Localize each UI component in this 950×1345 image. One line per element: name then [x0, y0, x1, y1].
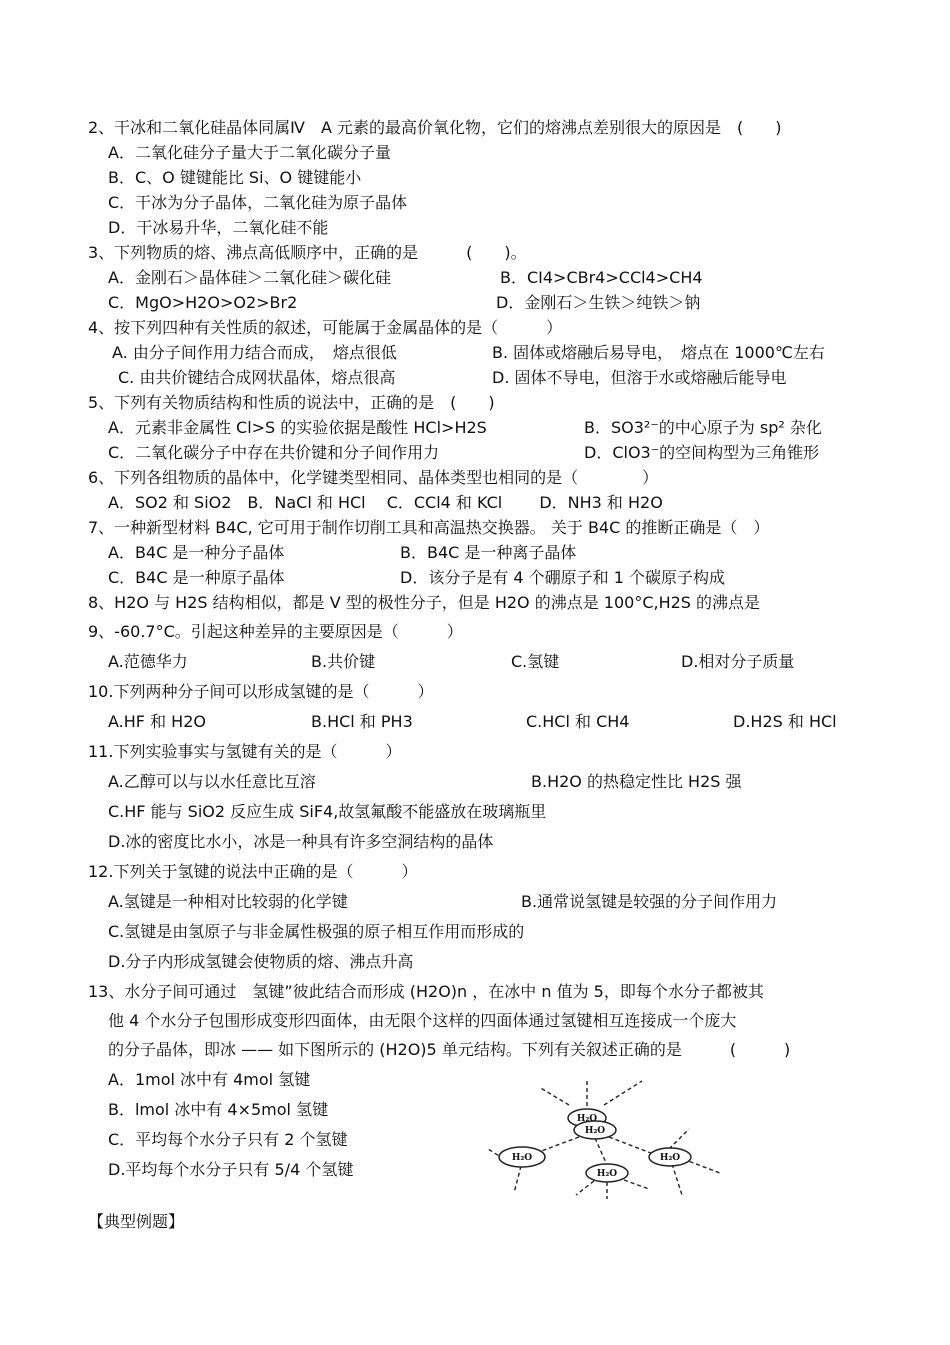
molecule-label: H₂O — [596, 1169, 618, 1179]
text-line: A．元素非金属性 Cl>S 的实验依据是酸性 HCl>H2S — [108, 418, 487, 437]
text-line: 11.下列实验事实与氢键有关的是（ ） — [88, 742, 402, 761]
text-line: 4、按下列四种有关性质的叙述，可能属于金属晶体的是（ ） — [88, 318, 563, 337]
text-line: 13、水分子间可通过 氢键”彼此结合而形成 (H2O)n ，在冰中 n 值为 5，即每个水分子都被其 — [88, 982, 764, 1001]
text-line: 10.下列两种分子间可以形成氢键的是（ ） — [88, 682, 434, 701]
text-line: A.范德华力 — [108, 652, 188, 671]
ice-structure-diagram — [484, 1075, 720, 1199]
text-line: A. 由分子间作用力结合而成， 熔点很低 — [112, 343, 397, 362]
molecule-label: H₂O — [584, 1126, 606, 1136]
text-line: B．CI4>CBr4>CCl4>CH4 — [500, 268, 703, 287]
text-line: A．1mol 冰中有 4mol 氢键 — [108, 1070, 311, 1089]
text-line: 的分子晶体，即冰 —— 如下图所示的 (H2O)5 单元结构。下列有关叙述正确的是 ( ) — [108, 1040, 791, 1059]
text-line: 7、一种新型材料 B4C, 它可用于制作切削工具和高温热交换器。 关于 B4C 的推断正确是（ ） — [88, 518, 770, 537]
text-line: A.HF 和 H2O — [108, 712, 206, 731]
molecule-label: H₂O — [659, 1153, 681, 1163]
text-line: C．平均每个水分子只有 2 个氢键 — [108, 1130, 348, 1149]
text-line: 2、干冰和二氧化硅晶体同属Ⅳ A 元素的最高价氧化物，它们的熔沸点差别很大的原因是 ( ) — [88, 118, 782, 137]
text-line: B．lmol 冰中有 4×5mol 氢键 — [108, 1100, 329, 1119]
text-line: C．干冰为分子晶体，二氧化硅为原子晶体 — [108, 193, 408, 212]
text-line: B.HCl 和 PH3 — [311, 712, 413, 731]
text-line: A．SO2 和 SiO2 B．NaCl 和 HCl C．CCl4 和 KCl D．NH3 和 H2O — [108, 493, 663, 512]
text-line: D．干冰易升华，二氧化硅不能 — [108, 218, 329, 237]
text-line: B.H2O 的热稳定性比 H2S 强 — [531, 772, 742, 791]
text-line: C．MgO>H2O>O2>Br2 — [108, 293, 298, 312]
text-line: B.共价键 — [311, 652, 376, 671]
text-line: C.氢键 — [511, 652, 560, 671]
text-line: C．B4C 是一种原子晶体 — [108, 568, 285, 587]
text-line: 12.下列关于氢键的说法中正确的是（ ） — [88, 862, 418, 881]
text-line: B．B4C 是一种离子晶体 — [400, 543, 577, 562]
text-line: 8、H2O 与 H2S 结构相似，都是 V 型的极性分子，但是 H2O 的沸点是 100°C,H2S 的沸点是 — [88, 593, 761, 612]
text-line: 9、-60.7°C。引起这种差异的主要原因是（ ） — [88, 622, 463, 641]
text-line: 他 4 个水分子包围形成变形四面体，由无限个这样的四面体通过氢键相互连接成一个庞大 — [108, 1011, 737, 1030]
text-line: B. 固体或熔融后易导电， 熔点在 1000℃左右 — [492, 343, 825, 362]
text-line: D.分子内形成氢键会使物质的熔、沸点升高 — [108, 952, 414, 971]
text-line: A．B4C 是一种分子晶体 — [108, 543, 285, 562]
text-line: D. 固体不导电，但溶于水或熔融后能导电 — [492, 368, 787, 387]
text-line: D．金刚石＞生铁＞纯铁＞钠 — [496, 293, 701, 312]
molecule-label: H₂O — [576, 1114, 598, 1124]
text-line: C.HCl 和 CH4 — [526, 712, 630, 731]
text-line: 【典型例题】 — [88, 1212, 185, 1231]
text-line: 3、下列物质的熔、沸点高低顺序中，正确的是 ( )。 — [88, 243, 527, 262]
text-line: D.冰的密度比水小，冰是一种具有许多空洞结构的晶体 — [108, 832, 494, 851]
text-line: A.乙醇可以与以水任意比互溶 — [108, 772, 316, 791]
text-line: A.氢键是一种相对比较弱的化学键 — [108, 892, 348, 911]
text-line: C.HF 能与 SiO2 反应生成 SiF4,故氢氟酸不能盛放在玻璃瓶里 — [108, 802, 547, 821]
text-line: D.平均每个水分子只有 5/4 个氢键 — [108, 1160, 354, 1179]
text-line: D．该分子是有 4 个硼原子和 1 个碳原子构成 — [400, 568, 726, 587]
text-line: C.氢键是由氢原子与非金属性极强的原子相互作用而形成的 — [108, 922, 525, 941]
text-line: A．金刚石＞晶体硅＞二氧化硅＞碳化硅 — [108, 268, 391, 287]
text-line: A．二氧化硅分子量大于二氧化碳分子量 — [108, 143, 391, 162]
text-line: D．ClO3⁻的空间构型为三角锥形 — [584, 443, 820, 462]
text-line: 6、下列各组物质的晶体中，化学键类型相同、晶体类型也相同的是（ ） — [88, 468, 659, 487]
text-line: 5、下列有关物质结构和性质的说法中，正确的是 ( ) — [88, 393, 495, 412]
text-line: D.相对分子质量 — [681, 652, 795, 671]
text-line: C. 由共价键结合成网状晶体，熔点很高 — [118, 368, 396, 387]
text-line: C．二氧化碳分子中存在共价键和分子间作用力 — [108, 443, 440, 462]
molecule-label: H₂O — [511, 1153, 533, 1163]
text-line: B．SO3²⁻的中心原子为 sp² 杂化 — [584, 418, 822, 437]
text-line: B．C、O 键键能比 Si、O 键键能小 — [108, 168, 362, 187]
text-line: B.通常说氢键是较强的分子间作用力 — [521, 892, 778, 911]
text-line: D.H2S 和 HCl — [733, 712, 837, 731]
